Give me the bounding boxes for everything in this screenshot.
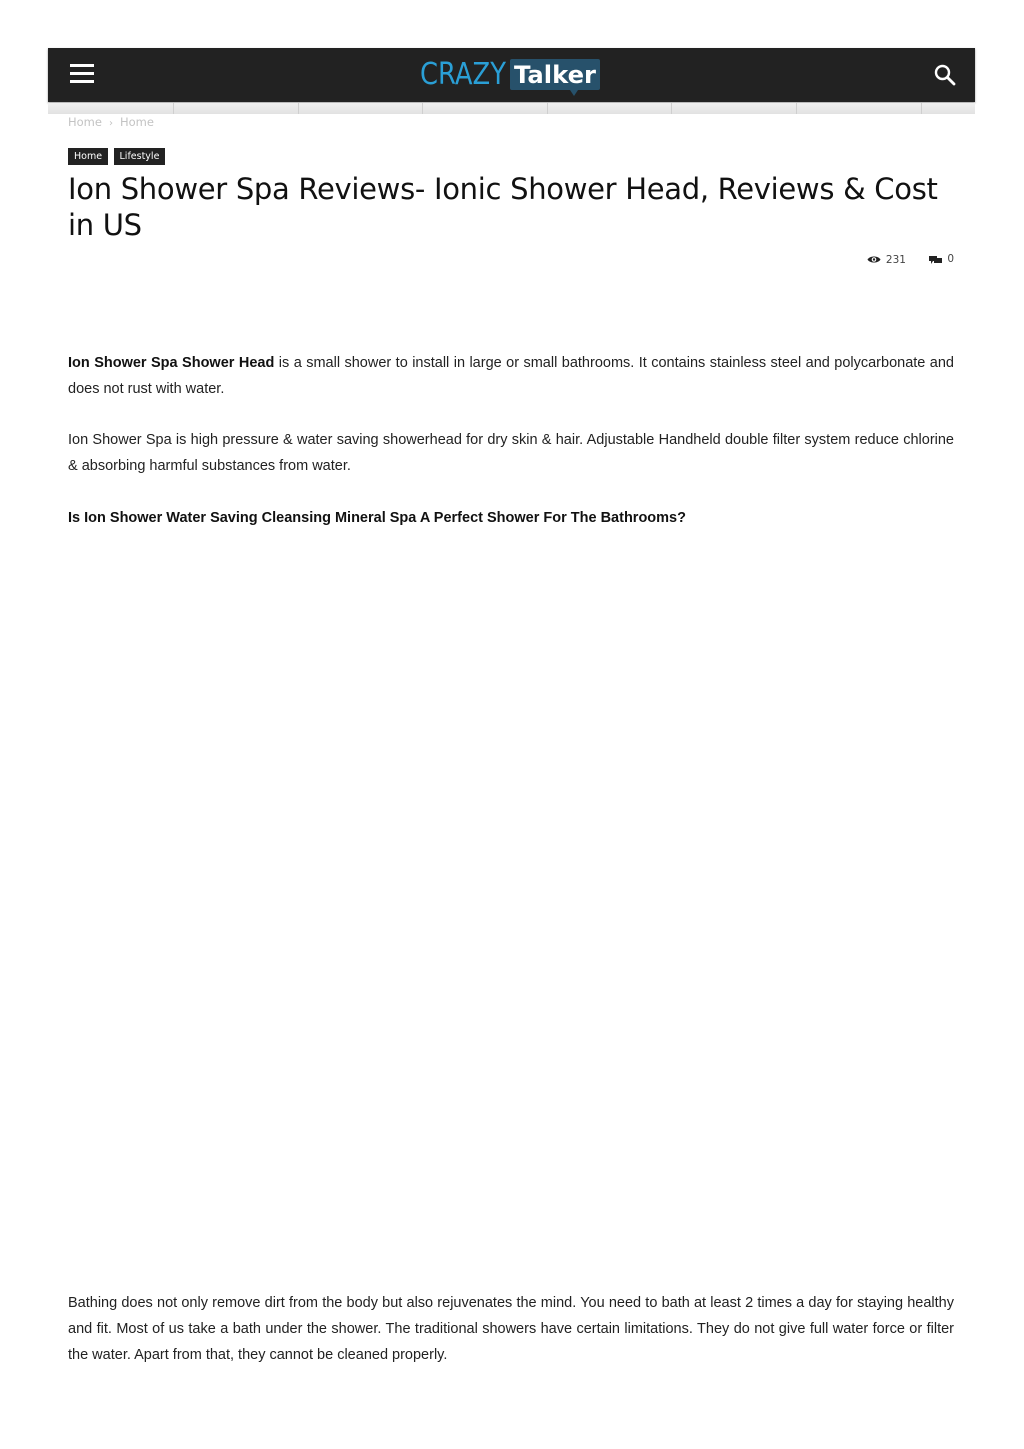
- top-navigation-bar: [48, 48, 975, 102]
- search-icon[interactable]: [933, 63, 957, 87]
- eye-icon: [867, 255, 881, 264]
- article-subheading: Is Ion Shower Water Saving Cleansing Mineral Spa A Perfect Shower For The Bathrooms?: [68, 510, 686, 526]
- breadcrumb-separator: ›: [108, 118, 113, 129]
- article-title: Ion Shower Spa Reviews- Ionic Shower Head, Reviews & Cost in US: [68, 172, 938, 242]
- category-tags: [68, 146, 166, 165]
- comments-count[interactable]: [929, 253, 954, 265]
- crazytalker-logo[interactable]: [420, 56, 604, 96]
- breadcrumb: [68, 115, 154, 129]
- hamburger-menu-icon[interactable]: [70, 64, 94, 86]
- second-paragraph: Ion Shower Spa is high pressure & water saving showerhead for dry skin & hair. Adjustable Handheld double filter system reduce chlorine & absorbing harmful substances from water.: [68, 432, 954, 474]
- third-paragraph: Bathing does not only remove dirt from the body but also rejuvenates the mind. You need to bath at least 2 times a day for staying healthy and fit. Most of us take a bath under the shower. The traditional showers have certain limitations. They do not give full water force or filter the water. Apart from that, they cannot be cleaned properly.: [68, 1295, 954, 1363]
- breadcrumb-link-current[interactable]: Home: [119, 115, 154, 129]
- category-tag-lifestyle[interactable]: Lifestyle: [114, 148, 166, 165]
- intro-bold-lead: Ion Shower Spa Shower Head: [68, 355, 275, 371]
- menu-strip: [48, 103, 975, 114]
- logo-text-crazy: CRAZY: [420, 57, 507, 92]
- category-tag-home[interactable]: Home: [68, 148, 108, 165]
- comments-icon: [929, 254, 942, 264]
- breadcrumb-link-home[interactable]: Home: [68, 115, 102, 129]
- views-value: 231: [885, 253, 906, 266]
- comments-value: 0: [947, 253, 954, 265]
- intro-paragraph: [68, 350, 954, 402]
- logo-text-talker: Talker: [514, 61, 597, 89]
- post-meta: [847, 253, 954, 267]
- views-count: [867, 254, 906, 266]
- intro-text: is a small shower to install in large or small bathrooms. It contains stainless steel and polycarbonate and does not rust with water.: [68, 355, 955, 397]
